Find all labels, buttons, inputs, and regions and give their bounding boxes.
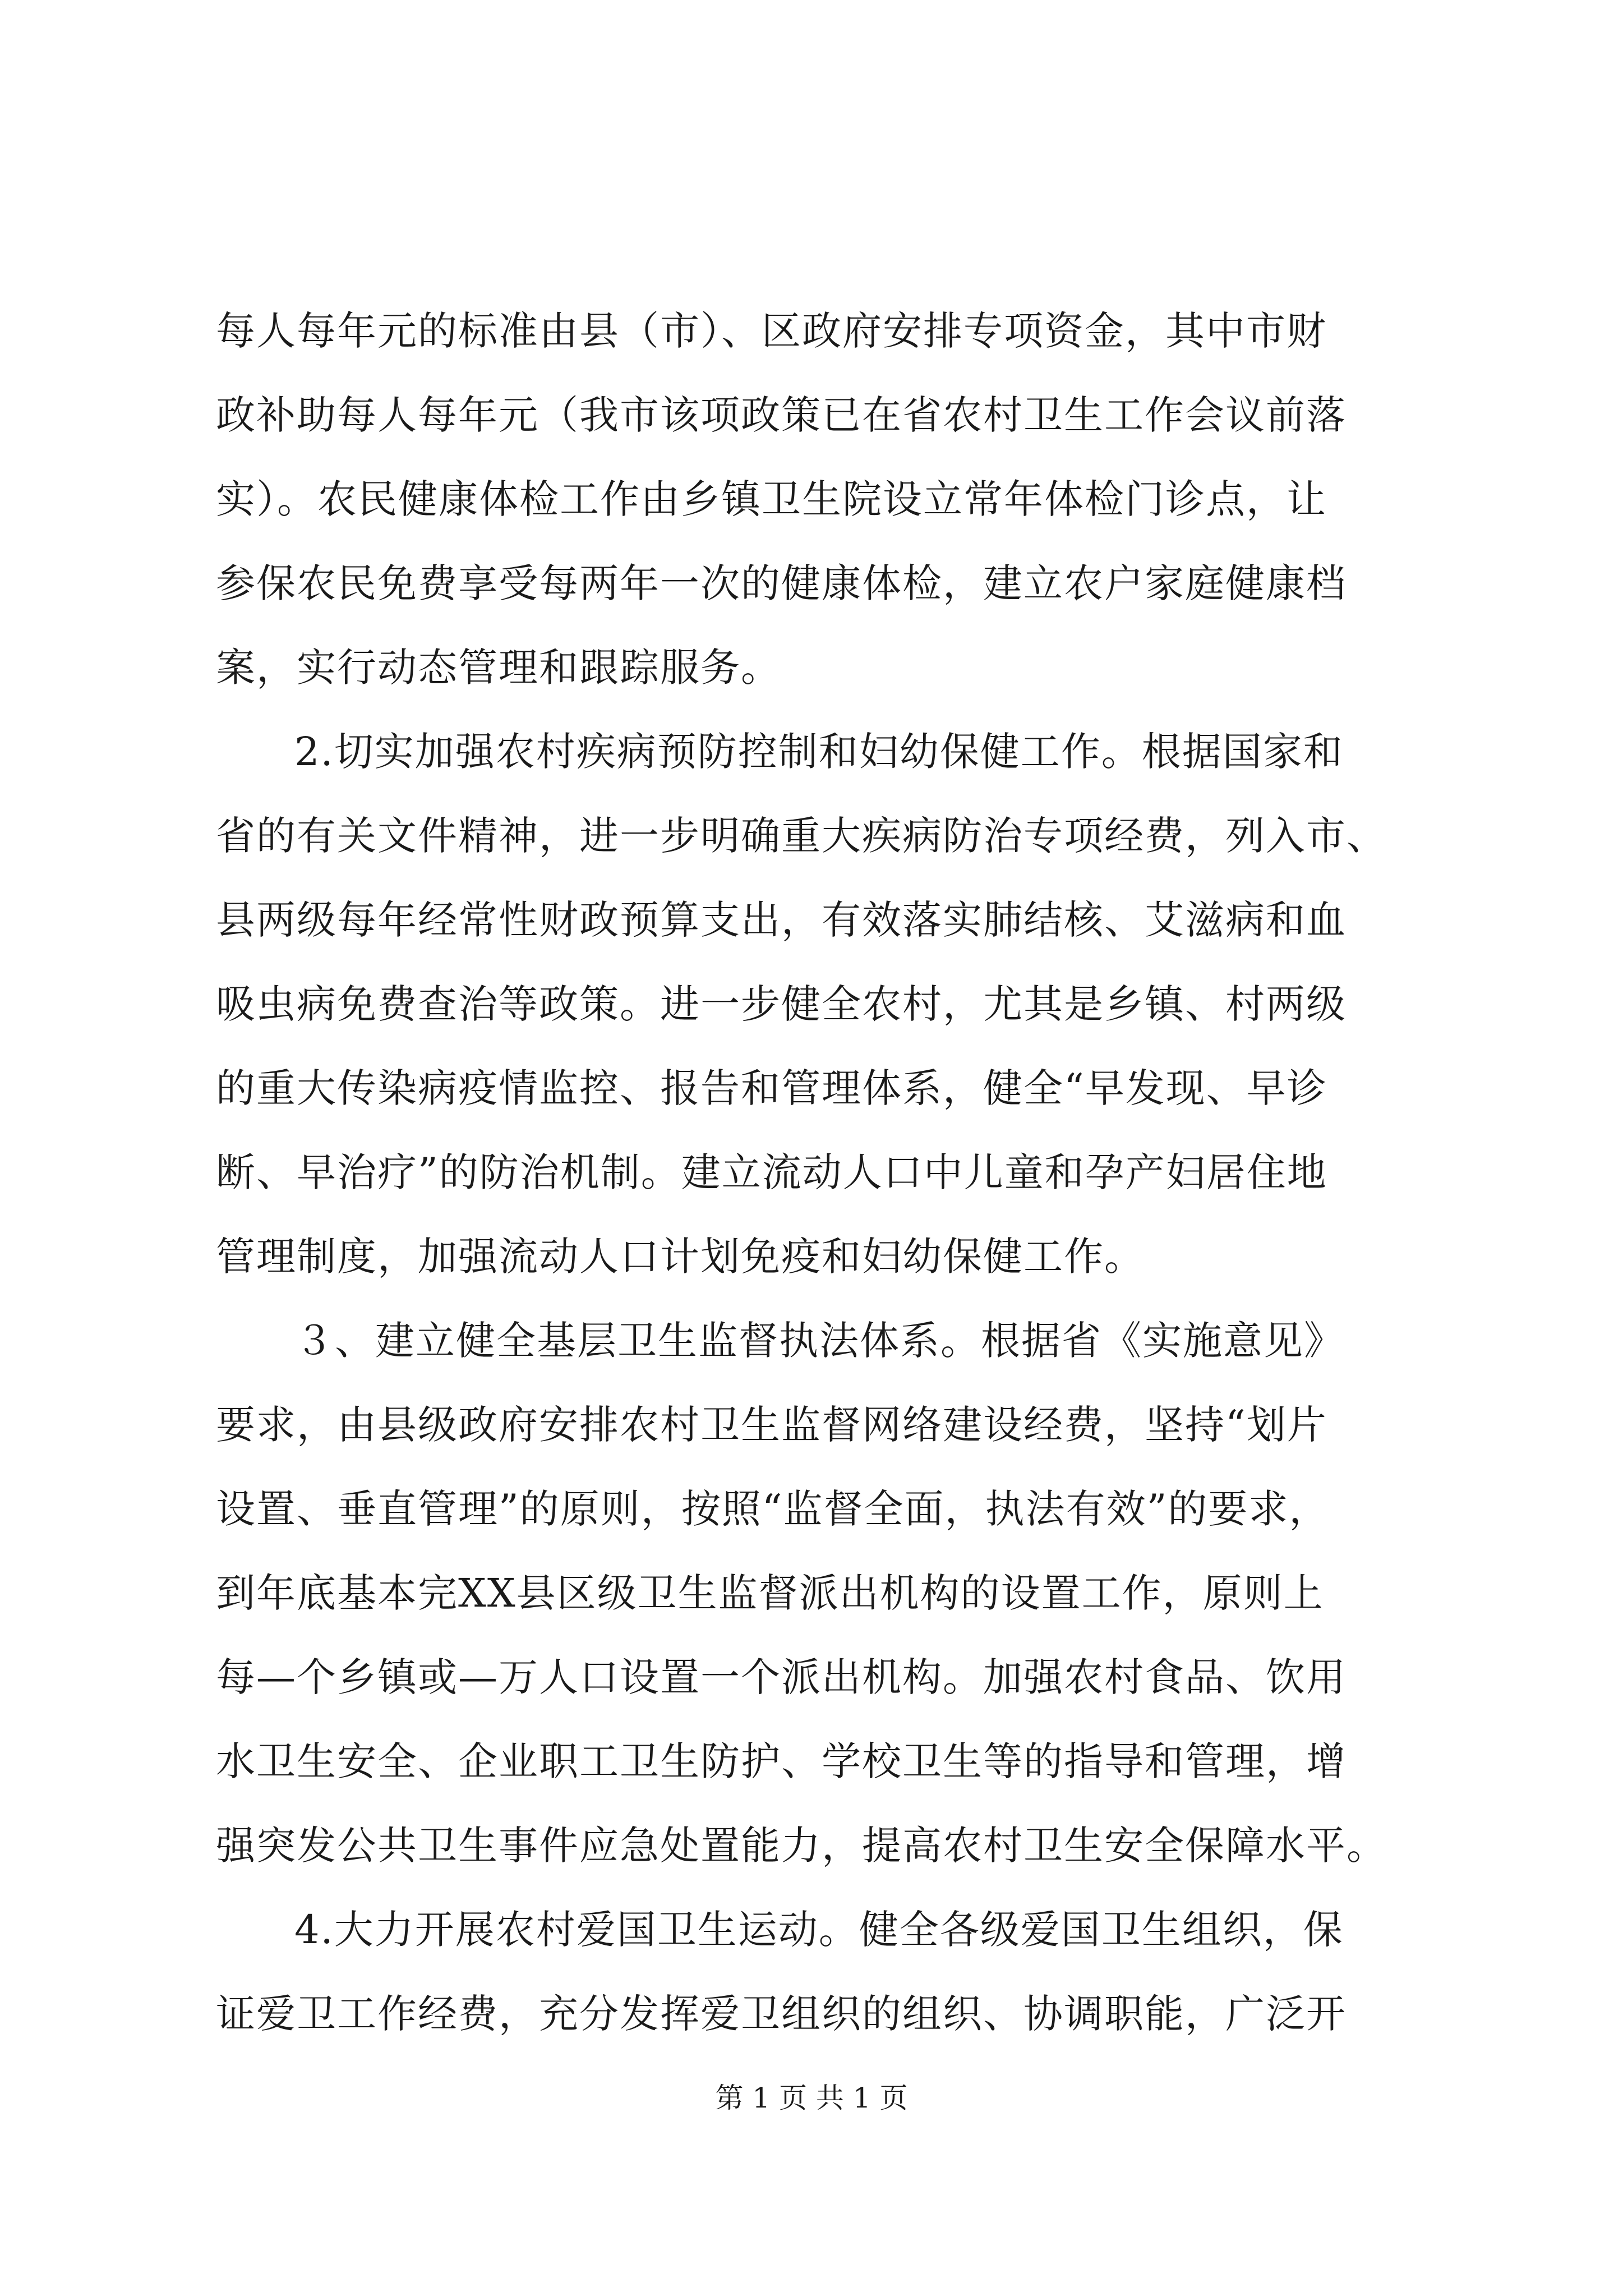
text-line: 参保农民免费享受每两年一次的健康体检，建立农户家庭健康档 [216, 560, 1347, 606]
text-line: 案，实行动态管理和跟踪服务。 [216, 645, 781, 691]
text-line: 水卫生安全、企业职工卫生防护、学校卫生等的指导和管理，增 [216, 1738, 1347, 1784]
text-line: 断、早治疗”的防治机制。建立流动人口中儿童和孕产妇居住地 [216, 1149, 1327, 1195]
text-line: 每人每年元的标准由县（市）、区政府安排专项资金，其中市财 [216, 308, 1327, 354]
text-line: 管理制度，加强流动人口计划免疫和妇幼保健工作。 [216, 1234, 1145, 1280]
text-line: 县两级每年经常性财政预算支出，有效落实肺结核、艾滋病和血 [216, 897, 1347, 943]
paragraph-start-line: 2.切实加强农村疾病预防控制和妇幼保健工作。根据国家和 [294, 729, 1344, 775]
text-line: 的重大传染病疫情监控、报告和管理体系，健全“早发现、早诊 [216, 1065, 1327, 1111]
text-line: 每—个乡镇或—万人口设置一个派出机构。加强农村食品、饮用 [216, 1654, 1347, 1700]
document-body [216, 289, 1416, 2056]
paragraph-start-line: ３、建立健全基层卫生监督执法体系。根据省《实施意见》 [294, 1318, 1344, 1364]
text-line: 到年底基本完XX县区级卫生监督派出机构的设置工作，原则上 [216, 1570, 1324, 1616]
text-line: 要求，由县级政府安排农村卫生监督网络建设经费，坚持“划片 [216, 1402, 1327, 1448]
page-footer: 第 1 页 共 1 页 [715, 2082, 908, 2114]
paragraph-start-line: 4.大力开展农村爱国卫生运动。健全各级爱国卫生组织，保 [294, 1907, 1344, 1953]
text-line: 设置、垂直管理”的原则，按照“监督全面，执法有效”的要求， [216, 1486, 1330, 1532]
text-line: 省的有关文件精神，进一步明确重大疾病防治专项经费，列入市、 [216, 813, 1387, 859]
text-line: 证爱卫工作经费，充分发挥爱卫组织的组织、协调职能，广泛开 [216, 1991, 1347, 2037]
text-line: 实）。农民健康体检工作由乡镇卫生院设立常年体检门诊点，让 [216, 476, 1327, 522]
text-line: 政补助每人每年元（我市该项政策已在省农村卫生工作会议前落 [216, 392, 1347, 438]
text-line: 强突发公共卫生事件应急处置能力，提高农村卫生安全保障水平。 [216, 1823, 1387, 1869]
text-line: 吸虫病免费查治等政策。进一步健全农村，尤其是乡镇、村两级 [216, 981, 1347, 1027]
